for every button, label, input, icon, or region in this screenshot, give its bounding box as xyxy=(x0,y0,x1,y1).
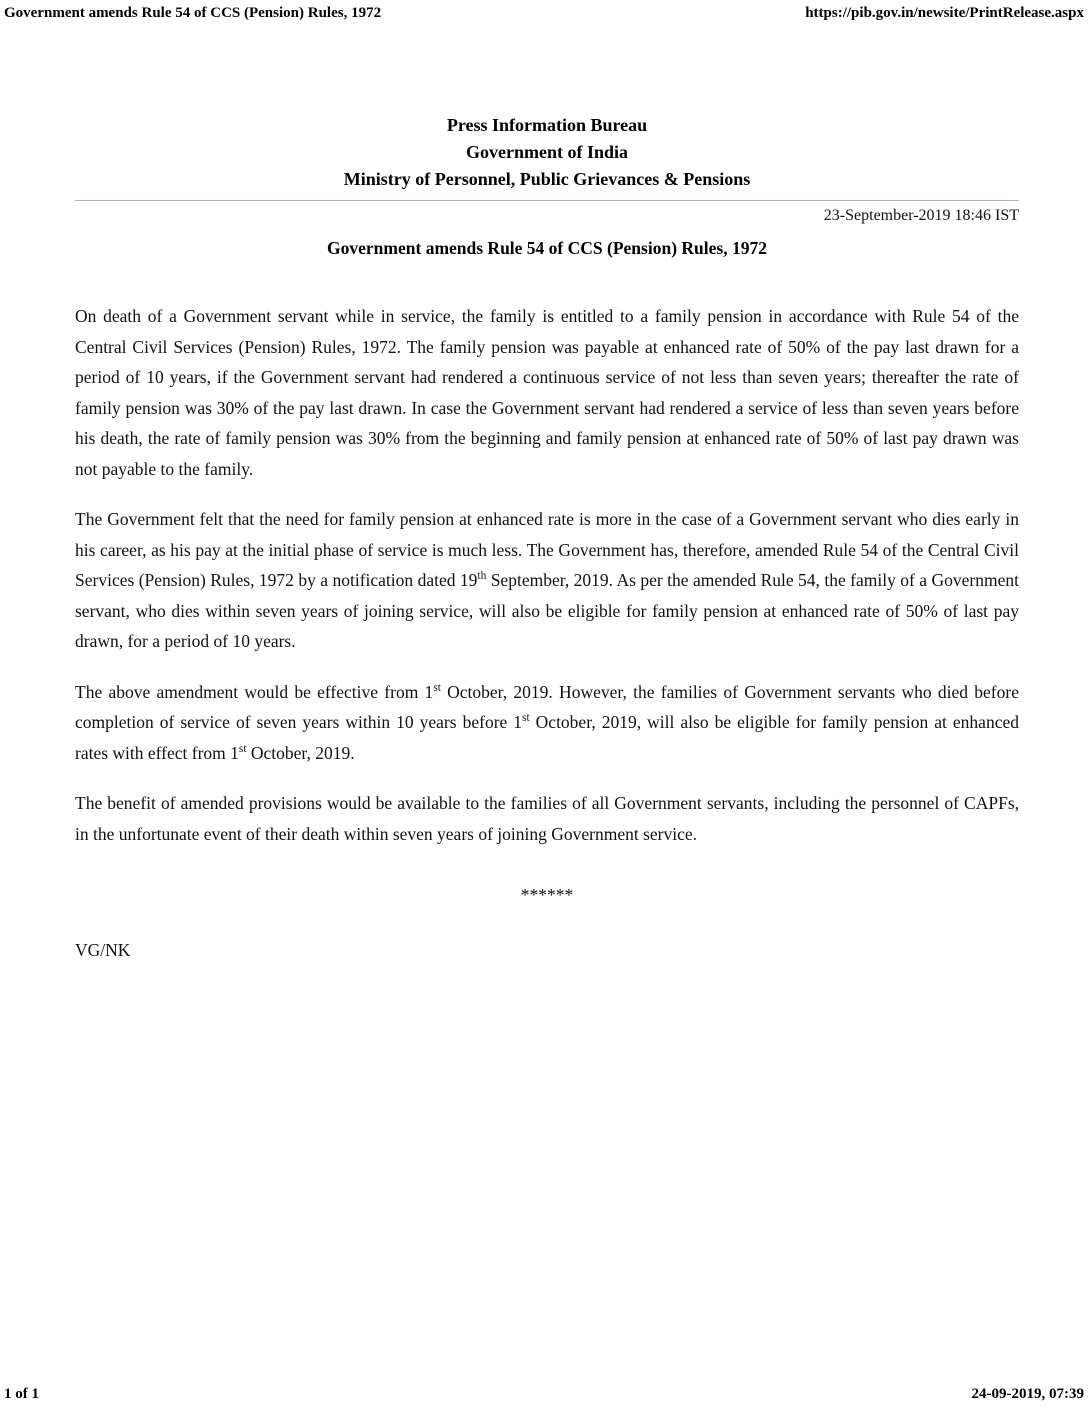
divider-rule xyxy=(75,200,1019,201)
paragraph-3-segment-b: October, 2019. However, the families of Government servants who died before completion of service of seven years within 10 years before 1 xyxy=(75,681,1019,732)
document-content xyxy=(75,0,1019,961)
masthead-government: Government of India xyxy=(466,142,628,162)
print-timestamp: 24-09-2019, 07:39 xyxy=(971,1386,1084,1402)
paragraph-2 xyxy=(75,504,1019,657)
print-header-title: Government amends Rule 54 of CCS (Pension) Rules, 1972 xyxy=(4,5,382,21)
ordinal-suffix: st xyxy=(238,742,247,755)
print-header-url: https://pib.gov.in/newsite/PrintRelease.aspx xyxy=(805,5,1084,21)
signoff: VG/NK xyxy=(75,940,131,960)
ordinal-suffix: st xyxy=(522,712,530,725)
paragraph-2-segment-b: September, 2019. As per the amended Rule 54, the family of a Government servant, who dies within seven years of joining service, will also be eligible for family pension at enhanced rate of 50% of last pay drawn, for a period of 10 years. xyxy=(75,570,1019,651)
separator-stars: ****** xyxy=(520,885,574,905)
paragraph-2-segment-a: The Government felt that the need for family pension at enhanced rate is more in the case of a Government servant who dies early in his career, as his pay at the initial phase of service is much less. The Government has, therefore, amended Rule 54 of the Central Civil Services (Pension) Rules, 1972 by a notification dated 19 xyxy=(75,509,1019,590)
paragraph-3 xyxy=(75,677,1019,769)
ordinal-suffix: th xyxy=(477,570,487,583)
paragraph-3-segment-c: October, 2019, will also be eligible for family pension at enhanced rates with effect from 1 xyxy=(75,712,1019,763)
paragraph-4: The benefit of amended provisions would be available to the families of all Government servants, including the personnel of CAPFs, in the unfortunate event of their death within seven years of joining Government service. xyxy=(75,793,1019,844)
paragraph-3-segment-d: October, 2019. xyxy=(246,742,355,763)
ordinal-suffix: st xyxy=(433,681,441,694)
masthead-bureau: Press Information Bureau xyxy=(446,115,648,135)
page-number: 1 of 1 xyxy=(4,1386,39,1402)
masthead xyxy=(75,112,1019,193)
paragraph-1: On death of a Government servant while in service, the family is entitled to a family pension in accordance with Rule 54 of the Central Civil Services (Pension) Rules, 1972. The family pension was payable at enhanced rate of 50% of the pay last drawn for a period of 10 years, if the Government servant had rendered a continuous service of not less than seven years; thereafter the rate of family pension was 30% of the pay last drawn. In case the Government servant had rendered a service of less than seven years before his death, the rate of family pension was 30% from the beginning and family pension at enhanced rate of 50% of last pay drawn was not payable to the family. xyxy=(75,306,1019,479)
print-footer xyxy=(4,1386,1084,1403)
paragraph-3-segment-a: The above amendment would be effective from 1 xyxy=(75,681,434,702)
release-title: Government amends Rule 54 of CCS (Pension) Rules, 1972 xyxy=(327,238,767,258)
masthead-ministry: Ministry of Personnel, Public Grievances & Pensions xyxy=(343,169,751,189)
release-timestamp: 23-September-2019 18:46 IST xyxy=(823,207,1019,224)
